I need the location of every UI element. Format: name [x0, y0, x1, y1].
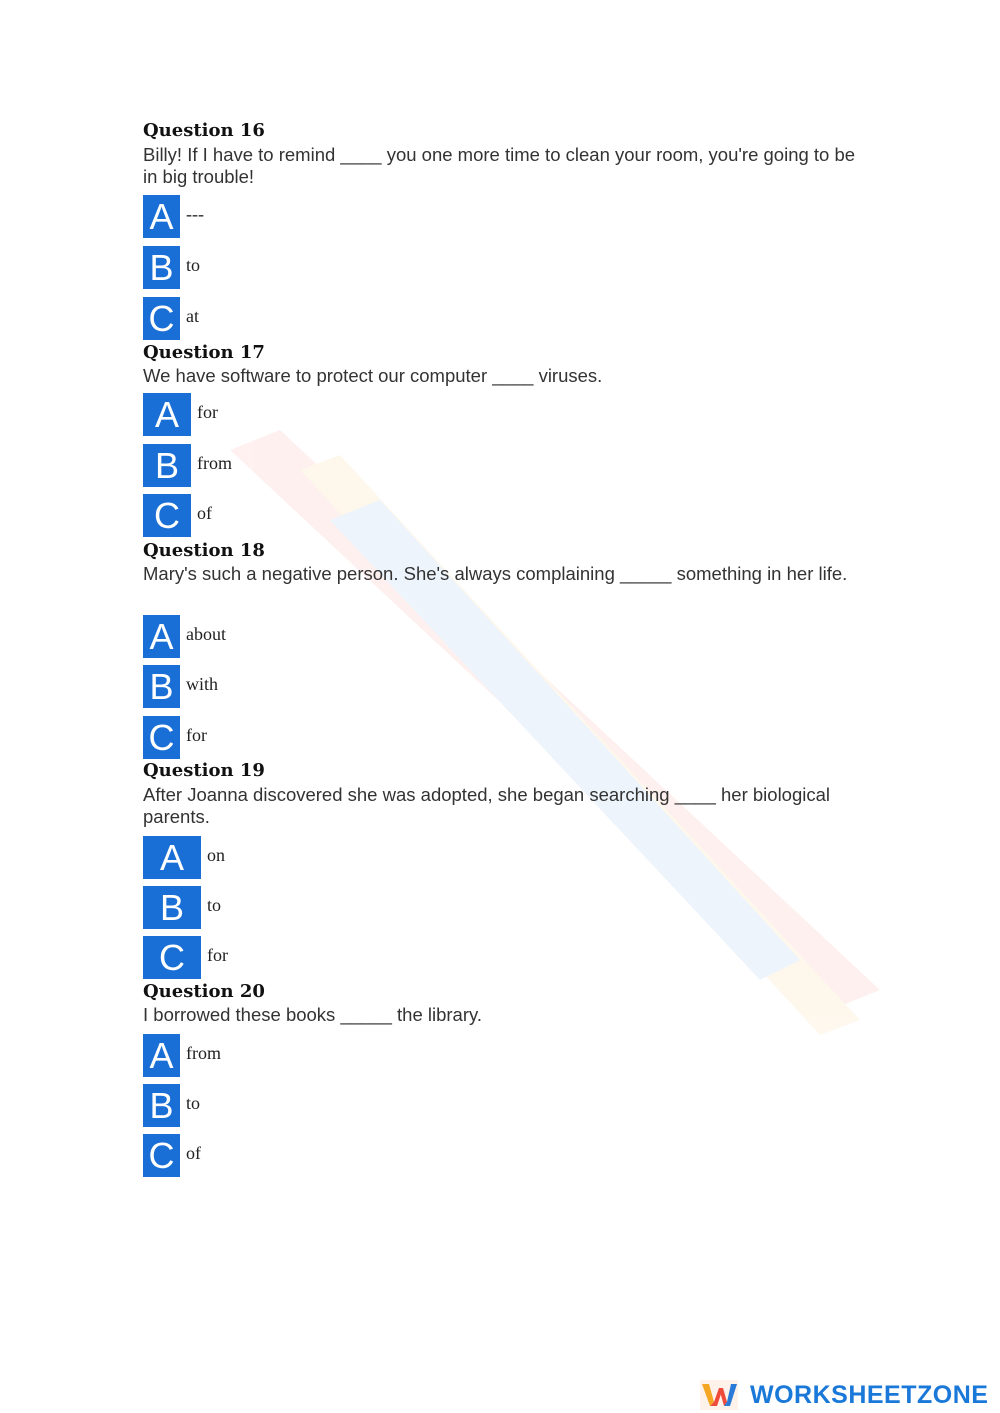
question-18-option-b[interactable]: [143, 665, 218, 708]
worksheetzone-logo[interactable]: [700, 1378, 988, 1412]
question-18-title: Question 18: [143, 540, 265, 561]
option-letter-box: C: [143, 1134, 180, 1177]
option-letter-box: B: [143, 886, 201, 929]
question-16-option-a[interactable]: [143, 195, 204, 238]
option-letter-box: A: [143, 615, 180, 658]
option-letter-box: A: [143, 836, 201, 879]
option-label: from: [186, 1043, 221, 1063]
question-18-option-c[interactable]: [143, 716, 207, 759]
option-letter-box: A: [143, 1034, 180, 1077]
question-17-option-c[interactable]: [143, 494, 212, 537]
option-label: for: [197, 402, 218, 422]
option-letter-box: A: [143, 393, 191, 436]
option-letter-box: B: [143, 665, 180, 708]
brand-name: WORKSHEETZONE: [750, 1380, 989, 1409]
option-label: to: [186, 1093, 201, 1113]
question-19-text: After Joanna discovered she was adopted, she began searching ____ her biological parents.: [143, 784, 831, 827]
question-19-option-c[interactable]: [143, 936, 228, 979]
option-letter-box: C: [143, 936, 201, 979]
option-label: to: [186, 255, 201, 275]
option-letter-box: B: [143, 246, 180, 289]
question-18-option-a[interactable]: [143, 615, 226, 658]
question-18-text: Mary's such a negative person. She's always complaining _____ something in her life.: [143, 563, 848, 584]
option-label: to: [207, 895, 222, 915]
option-label: of: [197, 503, 212, 523]
question-17-text: We have software to protect our computer ____ viruses.: [143, 365, 603, 386]
option-letter-box: B: [143, 444, 191, 487]
option-letter-box: B: [143, 1084, 180, 1127]
option-label: on: [207, 845, 225, 865]
question-20-option-a[interactable]: [143, 1034, 221, 1077]
question-20-text: I borrowed these books _____ the library.: [143, 1004, 483, 1025]
question-19-option-a[interactable]: [143, 836, 225, 879]
question-19-title: Question 19: [143, 760, 265, 781]
option-label: from: [197, 453, 232, 473]
worksheetzone-w-icon: [700, 1380, 738, 1410]
option-label: of: [186, 1143, 201, 1163]
option-label: about: [186, 624, 226, 644]
option-label: for: [186, 725, 207, 745]
option-label: ---: [186, 204, 204, 224]
question-17-option-b[interactable]: [143, 444, 232, 487]
option-letter-box: C: [143, 297, 180, 340]
question-20-option-b[interactable]: [143, 1084, 200, 1127]
question-16-option-c[interactable]: [143, 297, 199, 340]
option-label: at: [186, 306, 199, 326]
option-letter-box: C: [143, 716, 180, 759]
question-16-option-b[interactable]: [143, 246, 200, 289]
question-19-option-b[interactable]: [143, 886, 221, 929]
question-17-option-a[interactable]: [143, 393, 218, 436]
option-label: for: [207, 945, 228, 965]
option-letter-box: A: [143, 195, 180, 238]
option-label: with: [186, 674, 219, 694]
question-16-title: Question 16: [143, 120, 265, 141]
question-17-title: Question 17: [143, 342, 265, 363]
question-16-text: Billy! If I have to remind ____ you one more time to clean your room, you're going to be in big trouble!: [143, 144, 856, 187]
option-letter-box: C: [143, 494, 191, 537]
question-20-option-c[interactable]: [143, 1134, 201, 1177]
question-20-title: Question 20: [143, 981, 265, 1002]
